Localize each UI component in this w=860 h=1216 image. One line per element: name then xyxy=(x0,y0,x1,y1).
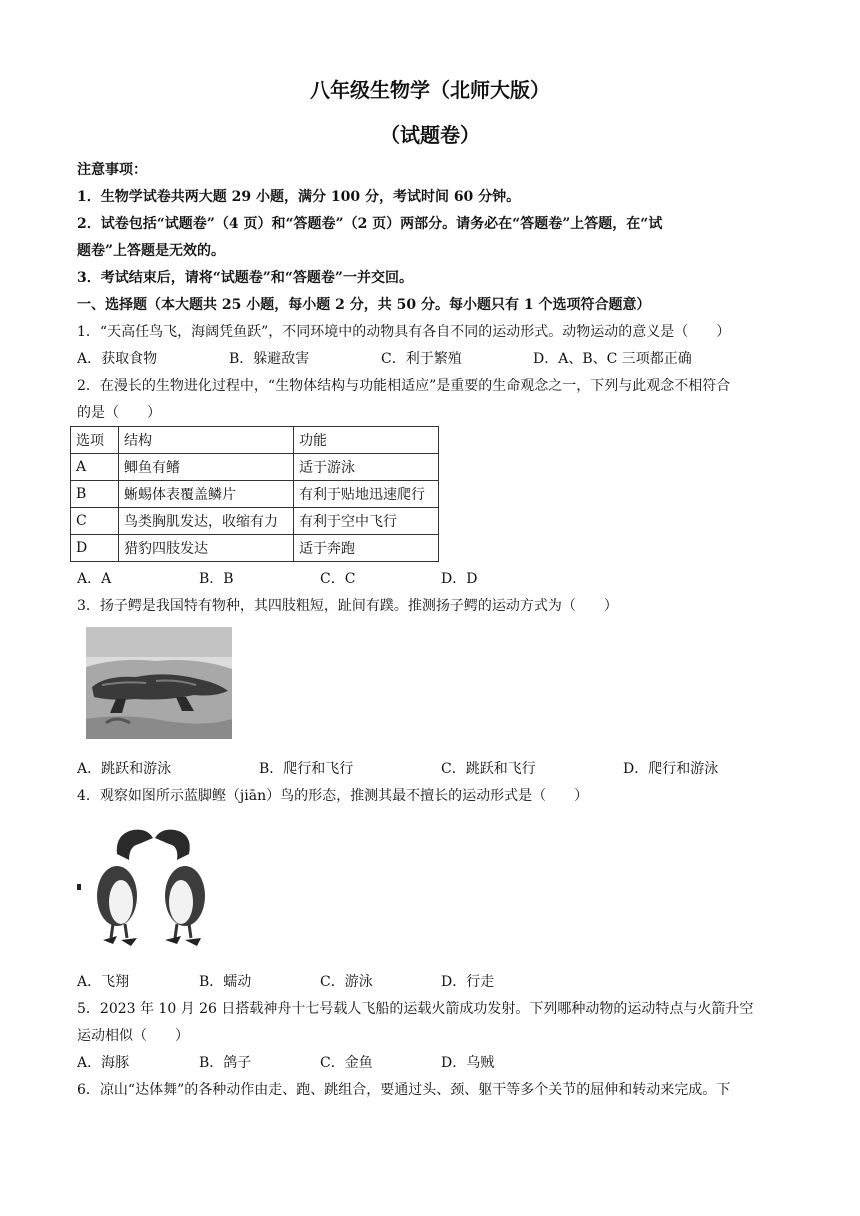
q4-option-d: D．行走 xyxy=(441,974,495,990)
q4-option-b: B．蠕动 xyxy=(199,974,252,990)
table-cell: A xyxy=(71,454,119,481)
table-cell: C xyxy=(71,508,119,535)
table-cell: 适于奔跑 xyxy=(294,535,439,562)
q3-option-a: A．跳跃和游泳 xyxy=(77,761,172,777)
q5-stem: 5．2023 年 10 月 26 日搭载神舟十七号载人飞船的运载火箭成功发射。下列哪种动物的运动特点与火箭升空 xyxy=(77,1001,754,1017)
q5-option-d: D．乌贼 xyxy=(441,1055,495,1071)
table-cell: 适于游泳 xyxy=(294,454,439,481)
q3-stem: 3．扬子鳄是我国特有物种，其四肢粗短，趾间有蹼。推测扬子鳄的运动方式为（ ） xyxy=(77,598,618,614)
q2-table xyxy=(70,426,439,562)
q5-option-a: A．海豚 xyxy=(77,1055,130,1071)
q1-option-c: C．利于繁殖 xyxy=(381,351,462,367)
table-cell: 猎豹四肢发达 xyxy=(119,535,294,562)
section-heading: 一、选择题（本大题共 25 小题，每小题 2 分，共 50 分。每小题只有 1 个选项符合题意） xyxy=(77,297,651,313)
q2-option-a: A．A xyxy=(77,571,112,587)
table-cell: D xyxy=(71,535,119,562)
q4-option-a: A．飞翔 xyxy=(77,974,130,990)
q5-option-b: B．鸽子 xyxy=(199,1055,252,1071)
notice-heading: 注意事项： xyxy=(77,162,147,178)
q4-stem: 4．观察如图所示蓝脚鲣（jiān）鸟的形态，推测其最不擅长的运动形式是（ ） xyxy=(77,788,589,804)
table-row xyxy=(71,454,439,481)
q5-stem-cont: 运动相似（ ） xyxy=(77,1028,189,1044)
q1-option-b: B．躲避敌害 xyxy=(229,351,310,367)
table-header-cell: 功能 xyxy=(294,427,439,454)
q2-stem: 2．在漫长的生物进化过程中，“生物体结构与功能相适应”是重要的生命观念之一，下列与此观念不相符合 xyxy=(77,378,731,394)
table-cell: 鲫鱼有鳍 xyxy=(119,454,294,481)
table-cell: 蜥蜴体表覆盖鳞片 xyxy=(119,481,294,508)
notice-item-3: 3．考试结束后，请将“试题卷”和“答题卷”一并交回。 xyxy=(77,270,413,286)
q3-option-c: C．跳跃和飞行 xyxy=(441,761,536,777)
q2-option-b: B．B xyxy=(199,571,234,587)
table-cell: 有利于空中飞行 xyxy=(294,508,439,535)
q1-stem: 1．“天高任鸟飞，海阔凭鱼跃”，不同环境中的动物具有各自不同的运动形式。动物运动的意义是（ ） xyxy=(77,324,731,340)
table-header-cell: 结构 xyxy=(119,427,294,454)
q2-option-d: D．D xyxy=(441,571,478,587)
blue-footed-booby-photo xyxy=(77,820,227,950)
table-header-row xyxy=(71,427,439,454)
q1-option-a: A．获取食物 xyxy=(77,351,158,367)
table-header-cell: 选项 xyxy=(71,427,119,454)
q2-option-c: C．C xyxy=(320,571,356,587)
table-cell: 有利于贴地迅速爬行 xyxy=(294,481,439,508)
page-subtitle: （试题卷） xyxy=(380,123,480,147)
table-row xyxy=(71,535,439,562)
table-cell: 鸟类胸肌发达，收缩有力 xyxy=(119,508,294,535)
page-title: 八年级生物学（北师大版） xyxy=(310,78,550,102)
notice-item-2-cont: 题卷”上答题是无效的。 xyxy=(77,243,226,259)
q1-option-d: D．A、B、C 三项都正确 xyxy=(533,351,692,367)
q3-option-b: B．爬行和飞行 xyxy=(259,761,354,777)
table-row xyxy=(71,508,439,535)
q6-stem: 6．凉山“达体舞”的各种动作由走、跑、跳组合，要通过头、颈、躯干等多个关节的屈伸和转动来完成。下 xyxy=(77,1082,731,1098)
table-cell: B xyxy=(71,481,119,508)
table-row xyxy=(71,481,439,508)
q3-option-d: D．爬行和游泳 xyxy=(623,761,719,777)
notice-item-1: 1．生物学试卷共两大题 29 小题，满分 100 分，考试时间 60 分钟。 xyxy=(77,189,521,205)
q4-option-c: C．游泳 xyxy=(320,974,373,990)
q5-option-c: C．金鱼 xyxy=(320,1055,373,1071)
alligator-photo xyxy=(86,627,232,739)
q2-stem-cont: 的是（ ） xyxy=(77,405,161,421)
notice-item-2: 2．试卷包括“试题卷”（4 页）和“答题卷”（2 页）两部分。请务必在“答题卷”上答题，在“试 xyxy=(77,216,663,232)
